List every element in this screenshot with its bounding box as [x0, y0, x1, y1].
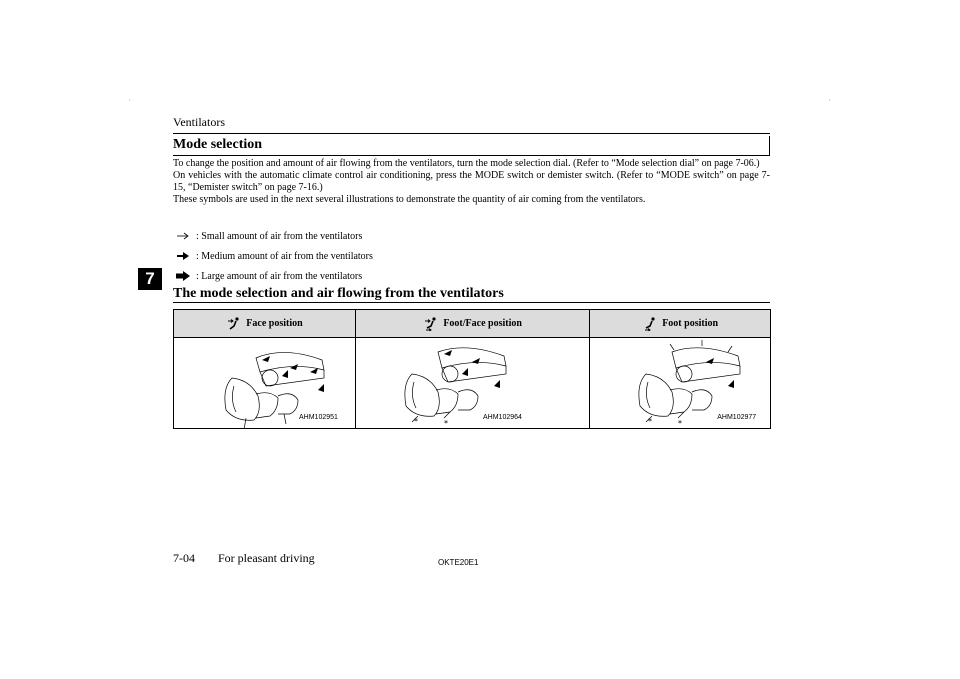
- running-head: Ventilators: [173, 115, 225, 129]
- body-text: [173, 158, 770, 206]
- face-position-icon: [226, 317, 242, 331]
- section-title-box: [173, 136, 770, 156]
- medium-airflow-arrow-icon: [176, 251, 190, 261]
- column-header-label: Foot/Face position: [443, 318, 522, 329]
- cabin-illustration: [174, 338, 372, 428]
- legend-item: [176, 226, 373, 246]
- figure-code: AHM102964: [483, 414, 522, 421]
- legend-label: : Medium amount of air from the ventilators: [196, 250, 373, 262]
- foot-position-illustration: [590, 338, 771, 429]
- column-header-label: Foot position: [662, 318, 719, 329]
- svg-text:*: *: [678, 419, 683, 428]
- column-header-label: Face position: [246, 318, 303, 329]
- legend-label: : Small amount of air from the ventilators: [196, 230, 363, 242]
- subheading: The mode selection and air flowing from the ventilators: [173, 286, 504, 301]
- section-title: Mode selection: [173, 137, 263, 152]
- figure-code: AHM102977: [717, 414, 757, 421]
- mode-table: [173, 309, 771, 429]
- legend-item: [176, 266, 373, 286]
- svg-text:*: *: [444, 419, 448, 428]
- paragraph: These symbols are used in the next several illustrations to demonstrate the quantity of air coming from the ventilators.: [173, 194, 646, 205]
- paragraph: On vehicles with the automatic climate control air conditioning, press the MODE switch or demister switch. (Refer to “MODE switch” on page 7-15, “Demister switch” on page 7-16.): [173, 170, 770, 193]
- table-header-row: [174, 310, 771, 338]
- small-airflow-arrow-icon: [176, 231, 190, 241]
- cabin-illustration: [356, 338, 554, 428]
- crop-mark-left: ·: [128, 96, 131, 106]
- foot-position-icon: [642, 317, 658, 331]
- legend-label: : Large amount of air from the ventilators: [196, 270, 363, 282]
- column-header: [174, 310, 356, 338]
- crop-mark-right: ·: [828, 96, 831, 106]
- chapter-title: For pleasant driving: [218, 551, 315, 565]
- foot-face-position-illustration: [356, 338, 590, 429]
- header-rule: [173, 133, 770, 134]
- document-code: OKTE20E1: [438, 558, 479, 567]
- large-airflow-arrow-icon: [176, 271, 190, 281]
- airflow-legend: [176, 226, 373, 286]
- chapter-tab: 7: [138, 268, 162, 290]
- paragraph: To change the position and amount of air flowing from the ventilators, turn the mode selection dial. (Refer to “Mode selection dial” on page 7-06.): [173, 158, 760, 169]
- face-position-illustration: [174, 338, 356, 429]
- subheading-box: [173, 286, 770, 303]
- foot-face-position-icon: [423, 317, 439, 331]
- page-number: 7-04: [173, 551, 195, 565]
- svg-text:*: *: [648, 417, 653, 426]
- column-header: [356, 310, 590, 338]
- figure-code: AHM102951: [299, 414, 338, 421]
- table-row: [174, 338, 771, 429]
- cabin-illustration: [590, 338, 788, 428]
- column-header: [590, 310, 771, 338]
- svg-text:*: *: [414, 417, 418, 426]
- legend-item: [176, 246, 373, 266]
